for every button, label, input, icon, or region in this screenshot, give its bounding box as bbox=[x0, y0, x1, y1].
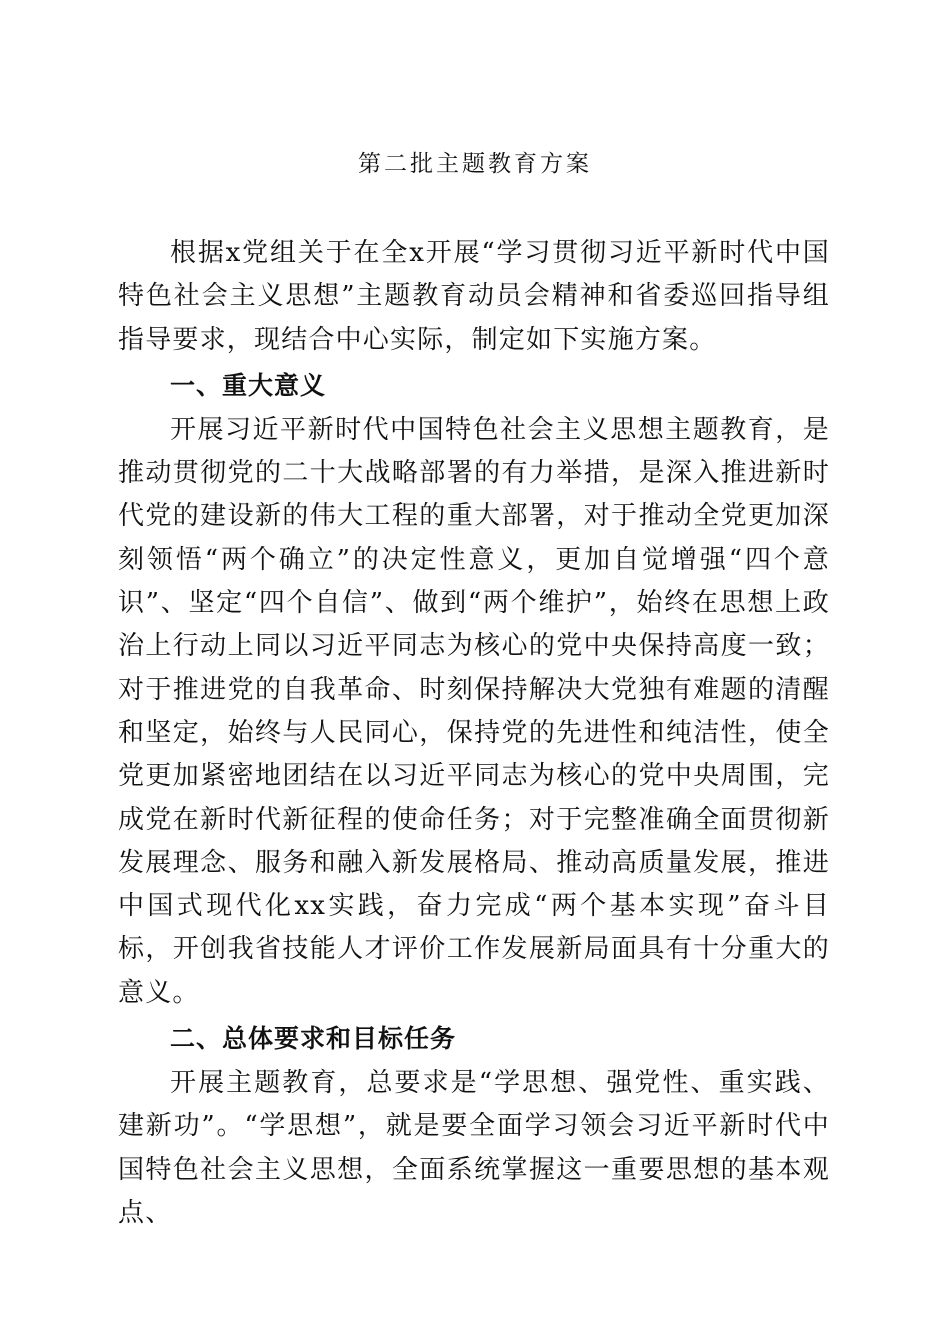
document-body bbox=[118, 232, 830, 1235]
section-heading-significance: 一、重大意义 bbox=[170, 370, 327, 400]
section-paragraph: 开展主题教育，总要求是“学思想、强党性、重实践、建新功”。“学思想”，就是要全面学习领会习近平新时代中国特色社会主义思想，全面系统掌握这一重要思想的基本观点、 bbox=[118, 1068, 830, 1228]
intro-paragraph: 根据x党组关于在全x开展“学习贯彻习近平新时代中国特色社会主义思想”主题教育动员会精神和省委巡回指导组指导要求，现结合中心实际，制定如下实施方案。 bbox=[118, 238, 830, 355]
section-paragraph: 开展习近平新时代中国特色社会主义思想主题教育，是推动贯彻党的二十大战略部署的有力举措，是深入推进新时代党的建设新的伟大工程的重大部署，对于推动全党更加深刻领悟“两个确立”的决定性意义，更加自觉增强“四个意识”、坚定“四个自信”、做到“两个维护”，始终在思想上政治上行动上同以习近平同志为核心的党中央保持高度一致；对于推进党的自我革命、时刻保持解决大党独有难题的清醒和坚定，始终与人民同心，保持党的先进性和纯洁性，使全党更加紧密地团结在以习近平同志为核心的党中央周围，完成党在新时代新征程的使命任务；对于完整准确全面贯彻新发展理念、服务和融入新发展格局、推动高质量发展，推进中国式现代化xx实践，奋力完成“两个基本实现”奋斗目标，开创我省技能人才评价工作发展新局面具有十分重大的意义。 bbox=[118, 414, 830, 1008]
document-title: 第二批主题教育方案 bbox=[358, 151, 592, 177]
section-heading-requirements: 二、总体要求和目标任务 bbox=[170, 1024, 457, 1054]
